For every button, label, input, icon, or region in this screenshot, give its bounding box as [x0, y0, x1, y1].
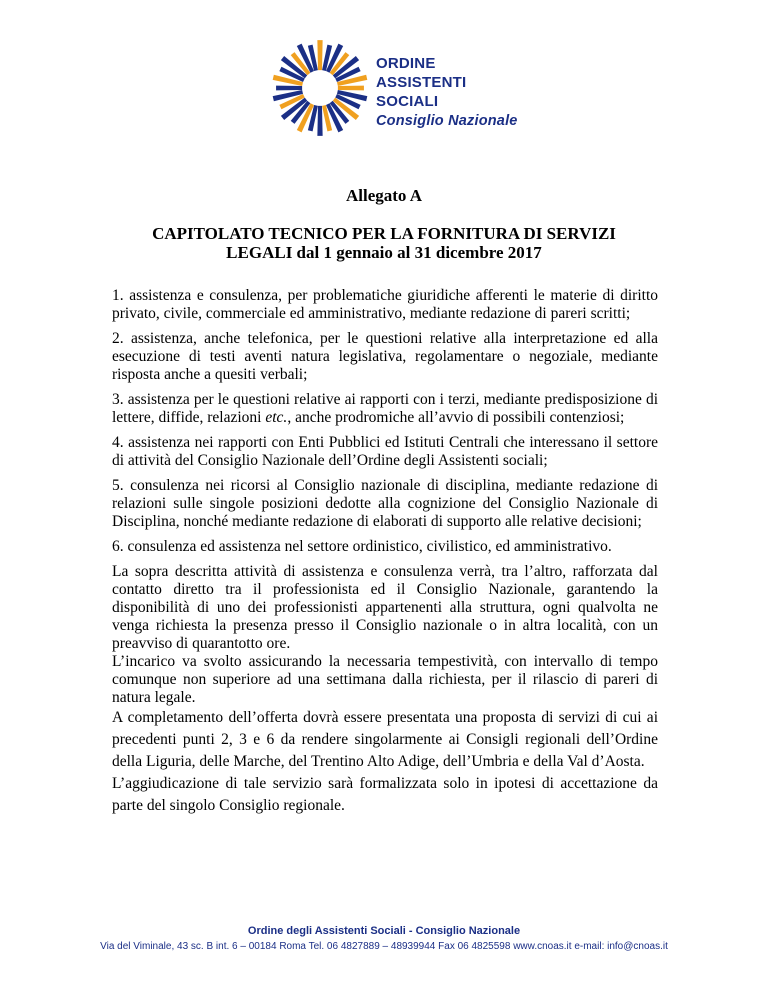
footer-contact: Via del Viminale, 43 sc. B int. 6 – 00184 Roma Tel. 06 4827889 – 48939944 Fax 06 4825598 www.cnoas.it e-mail: info@cnoas.it [100, 941, 668, 952]
body-paragraph: L’aggiudicazione di tale servizio sarà formalizzata solo in ipotesi di accettazione da parte del singolo Consiglio regionale. [112, 775, 658, 814]
document-label: Allegato A [345, 186, 423, 205]
logo-ray [317, 40, 322, 70]
sunburst-logo-icon [270, 38, 370, 138]
list-item: 2. assistenza, anche telefonica, per le questioni relative alla interpretazione ed alla esecuzione di testi aventi natura legislativa, regolamentare o negoziale, mediante risposta anche a quesiti verbali; [112, 330, 658, 383]
title-line-2: LEGALI dal 1 gennaio al 31 dicembre 2017 [226, 243, 542, 262]
logo-text-consiglio: Consiglio Nazionale [376, 113, 518, 129]
footer-org: Ordine degli Assistenti Sociali - Consiglio Nazionale [247, 925, 521, 937]
body-paragraph: La sopra descritta attività di assistenza e consulenza verrà, tra l’altro, rafforzata dal contatto diretto tra il professionista ed il Consiglio Nazionale, garantendo la disponibilità di uno dei professionisti appartenenti alla struttura, ogni qualvolta ne venga richiesta la presenza presso il Consiglio nazionale o in altra località, con un preavviso di quarantotto ore. [112, 563, 658, 652]
logo-text-assistenti: ASSISTENTI [376, 74, 467, 91]
body-paragraph: A completamento dell’offerta dovrà essere presentata una proposta di servizi di cui ai precedenti punti 2, 3 e 6 da rendere singolarmente ai Consigli regionali dell’Ordine della Liguria, delle Marche, del Trentino Alto Adige, dell’Umbria e della Val d’Aosta. [112, 709, 658, 770]
logo-text-sociali: SOCIALI [376, 93, 439, 110]
list-item: 5. consulenza nei ricorsi al Consiglio nazionale di disciplina, mediante redazione di relazioni sulle singole posizioni dedotte alla cognizione del Consiglio Nazionale di Disciplina, nonché mediante redazione di elaborati di supporto alle relative decisioni; [112, 477, 658, 530]
title-line-1: CAPITOLATO TECNICO PER LA FORNITURA DI SERVIZI [152, 224, 616, 243]
list-item: 6. consulenza ed assistenza nel settore ordinistico, civilistico, ed amministrativo. [112, 538, 612, 555]
body-paragraph: L’incarico va svolto assicurando la necessaria tempestività, con intervallo di tempo comunque non superiore ad una settimana dalla richiesta, per il rilascio di pareri di natura legale. [112, 653, 658, 706]
list-item: 1. assistenza e consulenza, per problematiche giuridiche afferenti le materie di diritto privato, civile, commerciale ed amministrativo, mediante redazione di pareri scritti; [112, 287, 658, 322]
logo-ray [317, 106, 322, 136]
logo-ray [338, 86, 364, 91]
logo-ray [276, 86, 302, 91]
list-item: 3. assistenza per le questioni relative ai rapporti con i terzi, mediante predisposizione di lettere, diffide, relazioni etc., anche prodromiche all’avvio di possibili contenziosi; [112, 391, 658, 426]
document-body [112, 287, 658, 817]
list-item: 4. assistenza nei rapporti con Enti Pubblici ed Istituti Centrali che interessano il settore di attività del Consiglio Nazionale dell’Ordine degli Assistenti sociali; [112, 434, 658, 469]
document-title [0, 224, 768, 262]
logo-text-ordine: ORDINE [376, 55, 436, 72]
